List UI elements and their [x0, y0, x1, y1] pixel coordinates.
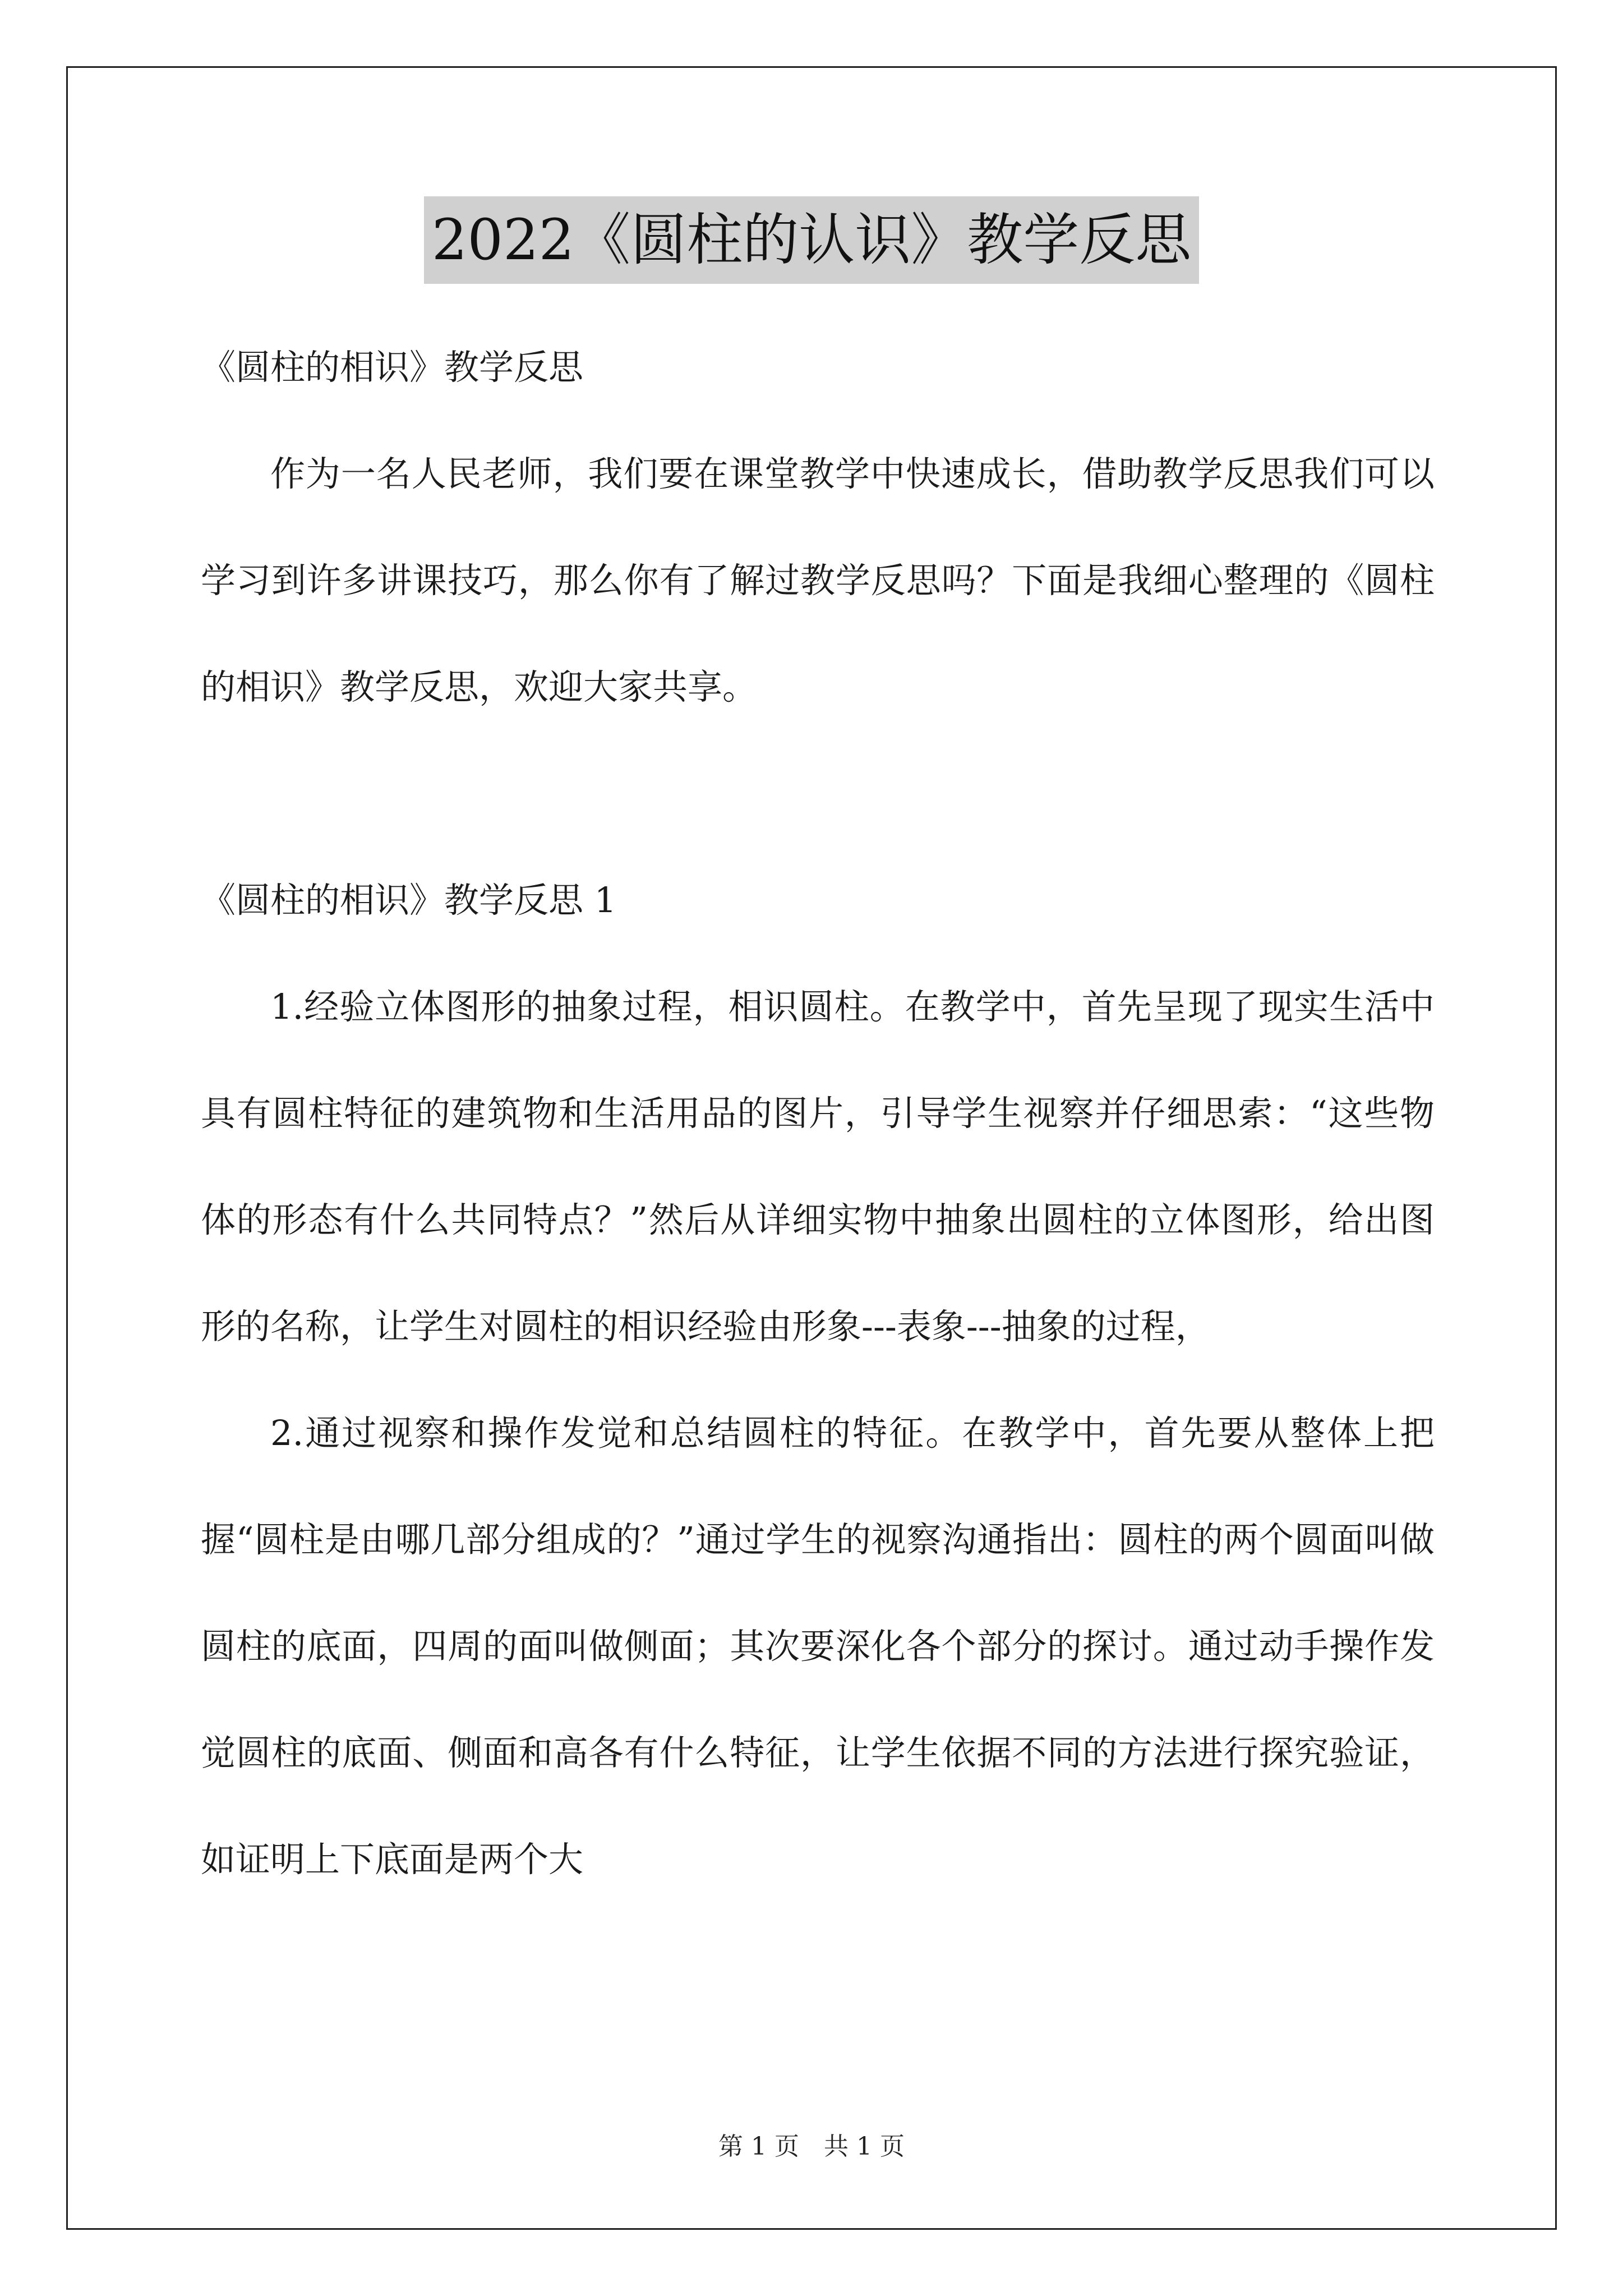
subtitle: 《圆柱的相识》教学反思: [201, 347, 584, 388]
page-footer: 第 1 页 共 1 页: [718, 2132, 905, 2161]
intro-paragraph: 作为一名人民老师，我们要在课堂教学中快速成长，借助教学反思我们可以学习到许多讲课技巧，那么你有了解过教学反思吗？下面是我细心整理的《圆柱的相识》教学反思，欢迎大家共享。: [201, 453, 1435, 707]
title-container: [0, 196, 1623, 284]
document-title: 2022《圆柱的认识》教学反思: [424, 196, 1200, 284]
body-paragraph: 2.通过视察和操作发觉和总结圆柱的特征。在教学中，首先要从整体上把握“圆柱是由哪几部分组成的？”通过学生的视察沟通指出：圆柱的两个圆面叫做圆柱的底面，四周的面叫做侧面；其次要深化各个部分的探讨。通过动手操作发觉圆柱的底面、侧面和高各有什么特征，让学生依据不同的方法进行探究验证，如证明上下底面是两个大: [201, 1412, 1435, 1880]
body-paragraph: 1.经验立体图形的抽象过程，相识圆柱。在教学中，首先呈现了现实生活中具有圆柱特征的建筑物和生活用品的图片，引导学生视察并仔细思索：“这些物体的形态有什么共同特点？”然后从详细实物中抽象出圆柱的立体图形，给出图形的名称，让学生对圆柱的相识经验由形象---表象---抽象的过程，: [201, 986, 1435, 1347]
section-heading: 《圆柱的相识》教学反思 1: [201, 880, 617, 921]
blank-line: [201, 740, 1435, 847]
document-body: [201, 314, 1435, 1913]
